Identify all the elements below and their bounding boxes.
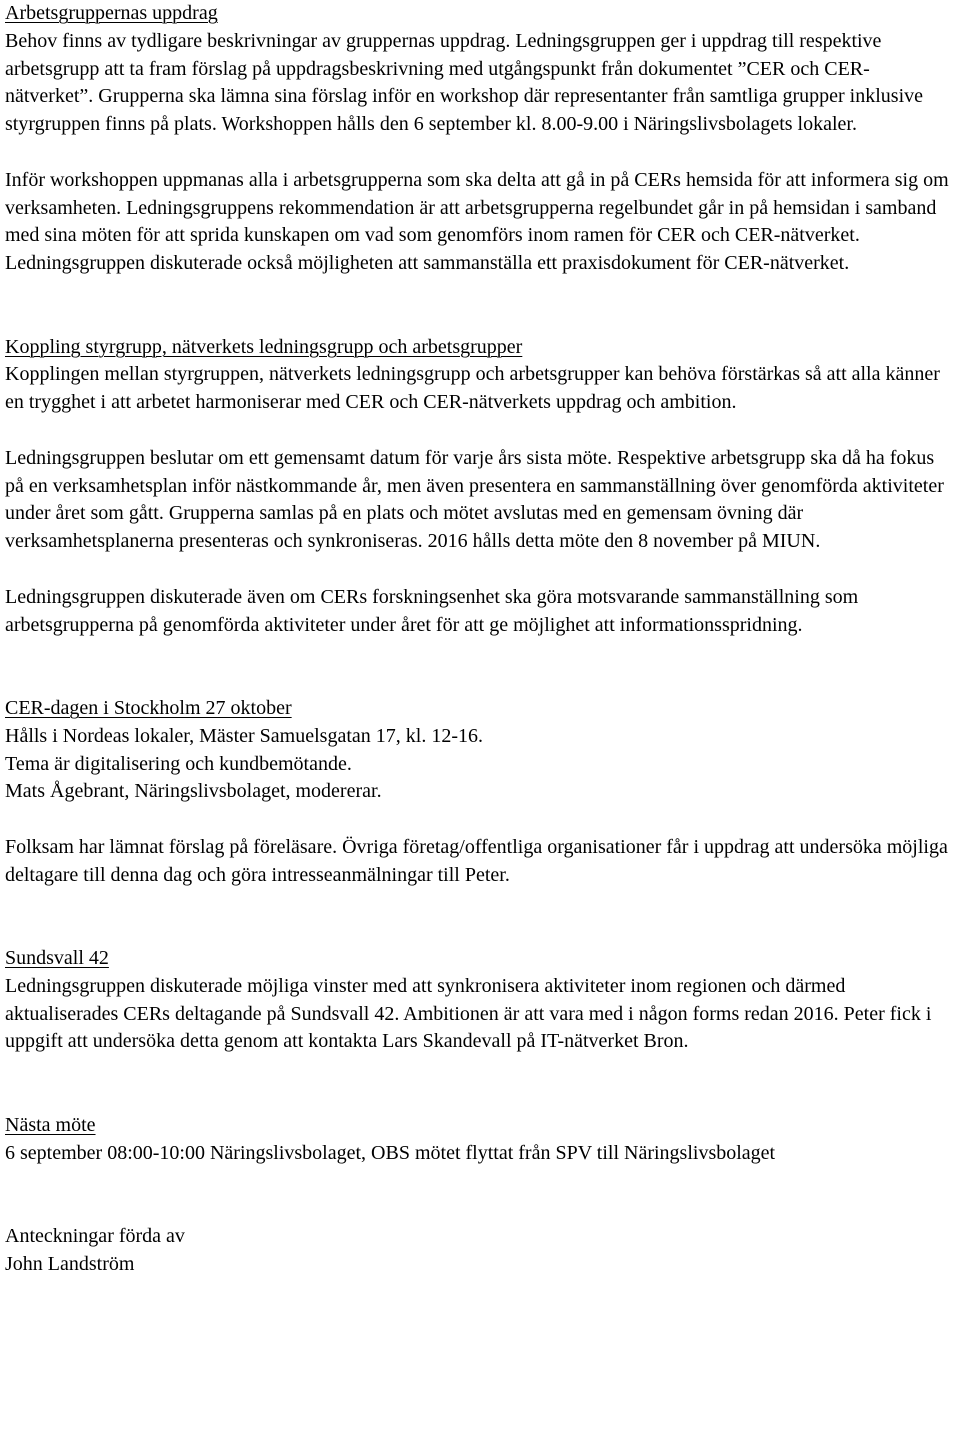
author-name: John Landström: [5, 1252, 135, 1275]
text-line: Anteckningar förda av: [5, 1225, 185, 1248]
section-heading: Koppling styrgrupp, nätverkets ledningsgrupp och arbetsgrupper: [5, 335, 523, 358]
paragraph: Ledningsgruppen diskuterade även om CERs forskningsenhet ska göra motsvarande sammanställning som arbetsgrupperna på genomförda aktiviteter under året för att ge möjlighet att informationsspridning.: [5, 585, 859, 636]
section-heading: CER-dagen i Stockholm 27 oktober: [5, 696, 292, 719]
text-line: Tema är digitalisering och kundbemötande.: [5, 752, 352, 775]
document-page: [5, 0, 957, 1279]
paragraph: Folksam har lämnat förslag på föreläsare. Övriga företag/offentliga organisationer får i uppdrag att undersöka möjliga deltagare till denna dag och göra intresseanmälningar till Peter.: [5, 835, 948, 886]
section-anteckningar: [5, 1223, 957, 1279]
section-koppling: [5, 334, 957, 640]
section-cer-dagen: [5, 695, 957, 890]
paragraph: Behov finns av tydligare beskrivningar av gruppernas uppdrag. Ledningsgruppen ger i uppdrag till respektive arbetsgrupp att ta fram förslag på uppdragsbeskrivning med utgångspunkt från dokumentet ”CER och CER-nätverket”. Grupperna ska lämna sina förslag inför en workshop där representanter från samtliga grupper inklusive styrgruppen finns på plats. Workshoppen hålls den 6 september kl. 8.00-9.00 i Näringslivsbolagets lokaler.: [5, 29, 924, 136]
section-sundsvall-42: [5, 945, 957, 1056]
paragraph: Kopplingen mellan styrgruppen, nätverkets ledningsgrupp och arbetsgrupper kan behöva förstärkas så att alla känner en trygghet i att arbetet harmoniserar med CER och CER-nätverkets uppdrag och ambition.: [5, 363, 940, 414]
paragraph: Inför workshoppen uppmanas alla i arbetsgrupperna som ska delta att gå in på CERs hemsida för att informera sig om verksamheten. Ledningsgruppens rekommendation är att arbetsgrupperna regelbundet går in på hemsidan i samband med sina möten för att sprida kunskapen om vad som genomförs inom ramen för CER och CER-nätverket. Ledningsgruppen diskuterade också möjligheten att sammanställa ett praxisdokument för CER-nätverket.: [5, 168, 949, 275]
section-heading: Arbetsgruppernas uppdrag: [5, 2, 218, 24]
section-heading: Sundsvall 42: [5, 947, 109, 970]
paragraph: Ledningsgruppen diskuterade möjliga vinster med att synkronisera aktiviteter inom regionen och därmed aktualiserades CERs deltagande på Sundsvall 42. Ambitionen är att vara med i någon forms redan 2016. Peter fick i uppgift att undersöka detta genom att kontakta Lars Skandevall på IT-nätverket Bron.: [5, 974, 932, 1053]
text-line: Mats Ågebrant, Näringslivsbolaget, modererar.: [5, 780, 382, 803]
section-heading: Nästa möte: [5, 1113, 96, 1136]
section-arbetsgruppernas-uppdrag: [5, 0, 957, 278]
section-nasta-mote: [5, 1112, 957, 1168]
paragraph: Ledningsgruppen beslutar om ett gemensamt datum för varje års sista möte. Respektive arbetsgrupp ska då ha fokus på en verksamhetsplan inför nästkommande år, men även presentera en sammanställning över genomförda aktiviteter under året som gått. Grupperna samlas på en plats och mötet avslutas med en gemensam övning där verksamhetsplanerna presenteras och synkroniseras. 2016 hålls detta möte den 8 november på MIUN.: [5, 446, 944, 553]
text-line: Hålls i Nordeas lokaler, Mäster Samuelsgatan 17, kl. 12-16.: [5, 724, 483, 747]
text-line: 6 september 08:00-10:00 Näringslivsbolaget, OBS mötet flyttat från SPV till Näringslivsbolaget: [5, 1141, 776, 1164]
